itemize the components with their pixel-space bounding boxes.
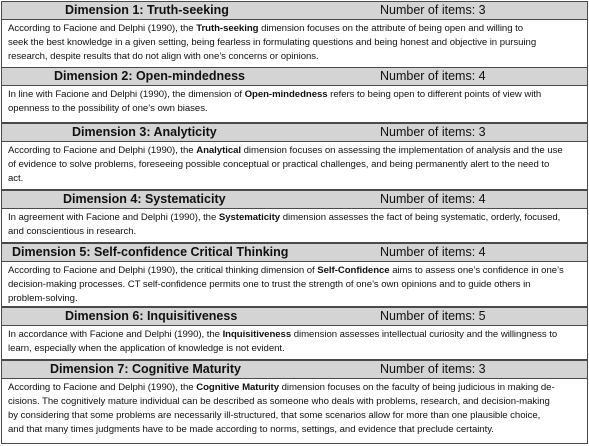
description-line: and conscientious in research.: [8, 226, 137, 237]
item-count: Number of items: 3: [380, 125, 486, 139]
item-count: Number of items: 3: [380, 3, 486, 17]
dimension-header: [2, 361, 587, 379]
description-line: According to Facione and Delphi (1990), the critical thinking dimension of Self-Confidence aims to assess one’s confidence in one’s: [8, 265, 564, 276]
dimension-description: [2, 20, 587, 64]
description-line: seek the best knowledge in a given setting, being fearless in formulating questions and being honest and objective in pursuing: [8, 37, 537, 48]
dimension-header: [2, 308, 587, 326]
dimension-keyword: Analytical: [196, 145, 242, 156]
description-line: research, despite results that do not align with one’s concerns or opinions.: [8, 51, 319, 62]
dimension-keyword: Open-mindedness: [244, 89, 328, 100]
dimension-description: [2, 209, 587, 239]
dimension-title: Dimension 6: Inquisitiveness: [65, 309, 238, 323]
dimensions-table: [1, 1, 588, 444]
dimension-keyword: Self-Confidence: [317, 265, 390, 276]
description-line: cisions. The cognitively mature individual can be described as someone who deals with problems, research, and decision-making: [8, 396, 550, 407]
dimension-title: Dimension 3: Analyticity: [72, 125, 217, 139]
dimension-block: [1, 67, 588, 123]
dimension-block: [1, 1, 588, 68]
description-line: of evidence to solve problems, foreseeing possible conceptual or practical challenges, and being permanently alert to the need to: [8, 159, 550, 170]
dimension-description: [2, 379, 587, 437]
description-line: According to Facione and Delphi (1990), the Truth-seeking dimension focuses on the attribute of being open and willing to: [8, 23, 524, 34]
item-count: Number of items: 4: [380, 69, 486, 83]
description-line: According to Facione and Delphi (1990), the Cognitive Maturity dimension focuses on the faculty of being judicious in making de-: [8, 382, 555, 393]
dimension-block: [1, 190, 588, 243]
item-count: Number of items: 4: [380, 192, 486, 206]
dimension-header: [2, 68, 587, 86]
dimension-description: [2, 142, 587, 186]
description-line: In line with Facione and Delphi (1990), the dimension of Open-mindedness refers to being open to different points of view with: [8, 89, 542, 100]
description-line: decision-making processes. CT self-confidence permits one to trust the strength of one’s own opinions and to guide others in: [8, 279, 531, 290]
dimension-block: [1, 123, 588, 190]
dimension-title: Dimension 1: Truth-seeking: [65, 3, 229, 17]
dimension-title: Dimension 2: Open-mindedness: [54, 69, 246, 83]
description-line: problem-solving.: [8, 293, 78, 304]
description-line: by considering that some problems are necessarily ill-structured, that some scenarios allow for more than one plausible choice,: [8, 410, 541, 421]
description-line: In agreement with Facione and Delphi (1990), the Systematicity dimension assesses the fact of being systematic, orderly, focused,: [8, 212, 561, 223]
dimension-description: [2, 326, 587, 356]
dimension-title: Dimension 4: Systematicity: [63, 192, 226, 206]
description-line: and that many times judgments have to be made according to norms, settings, and evidence that preclude certainty.: [8, 424, 494, 435]
item-count: Number of items: 5: [380, 309, 486, 323]
dimension-block: [1, 360, 588, 444]
description-line: According to Facione and Delphi (1990), the Analytical dimension focuses on assessing the implementation of analysis and the use: [8, 145, 563, 156]
description-line: act.: [8, 173, 24, 184]
description-line: learn, especially when the application of knowledge is not evident.: [8, 343, 285, 354]
dimension-header: [2, 124, 587, 142]
dimension-block: [1, 307, 588, 360]
dimension-block: [1, 243, 588, 307]
dimension-header: [2, 244, 587, 262]
description-line: In accordance with Facione and Delphi (1990), the Inquisitiveness dimension assesses intellectual curiosity and the willingness to: [8, 329, 558, 340]
dimension-keyword: Truth-seeking: [196, 23, 259, 34]
item-count: Number of items: 4: [380, 245, 486, 259]
dimension-description: [2, 86, 587, 116]
dimension-keyword: Cognitive Maturity: [196, 382, 279, 393]
dimension-title: Dimension 5: Self-confidence Critical Thinking: [12, 245, 289, 259]
description-line: openness to the possibility of one’s own biases.: [8, 103, 208, 114]
dimension-title: Dimension 7: Cognitive Maturity: [50, 362, 241, 376]
dimension-header: [2, 191, 587, 209]
dimension-description: [2, 262, 587, 306]
dimension-header: [2, 2, 587, 20]
item-count: Number of items: 3: [380, 362, 486, 376]
dimension-keyword: Systematicity: [218, 212, 281, 223]
dimension-keyword: Inquisitiveness: [222, 329, 292, 340]
